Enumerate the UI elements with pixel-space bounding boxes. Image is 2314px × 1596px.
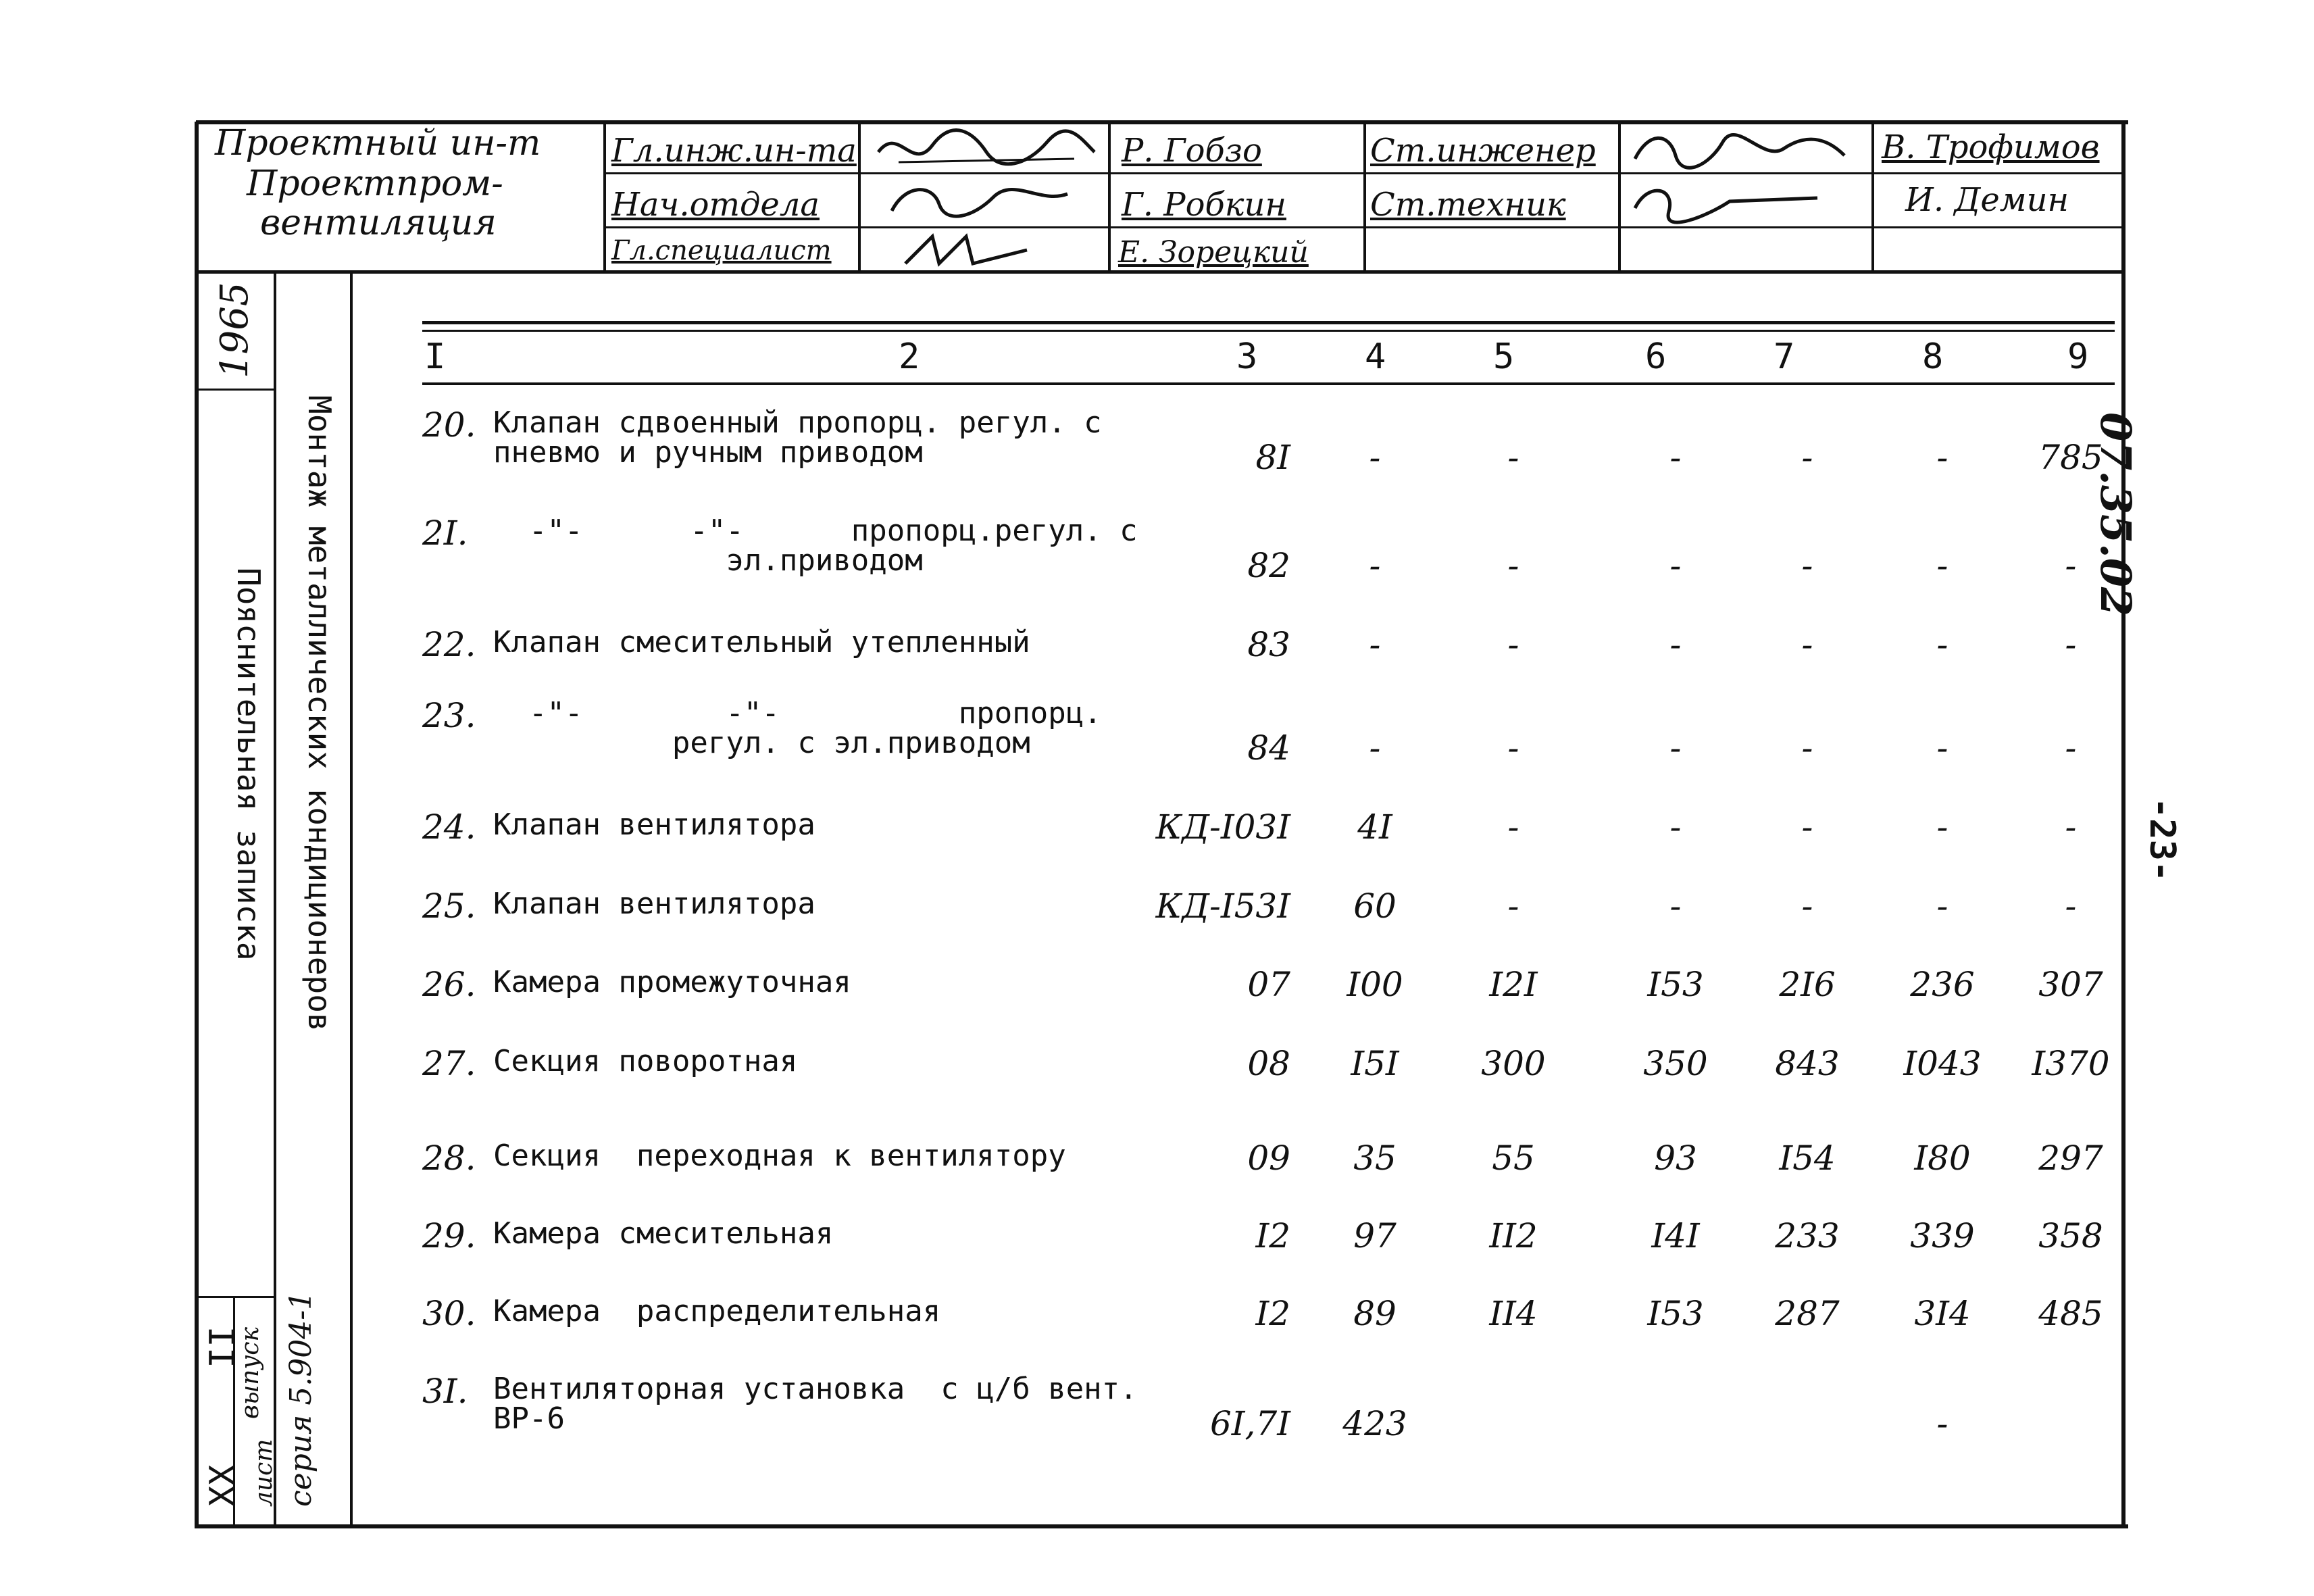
row-number: 24. (422, 807, 476, 847)
col-header-7: 7 (1774, 336, 1795, 377)
cell-col-3: 8I (1255, 438, 1290, 477)
cell-col-4: - (1369, 625, 1381, 664)
cell-col-6: - (1669, 546, 1682, 585)
col-header-6: 6 (1645, 336, 1667, 377)
cell-col-5: II2 (1489, 1216, 1538, 1255)
table-rule-header (422, 382, 2115, 385)
cell-col-8: 3I4 (1914, 1294, 1971, 1333)
titleblock-bottom (196, 270, 2125, 274)
cell-col-3: 84 (1247, 728, 1290, 768)
cell-col-4: 423 (1342, 1404, 1407, 1443)
cell-col-3: 08 (1247, 1044, 1290, 1083)
cell-col-7: - (1801, 728, 1813, 768)
cell-col-7: - (1801, 887, 1813, 926)
row-number: 3I. (422, 1372, 468, 1411)
role-dept-head: Нач.отдела (611, 186, 820, 224)
cell-col-7: I54 (1779, 1139, 1836, 1178)
cell-col-4: I5I (1351, 1044, 1399, 1083)
name-trofimov: В. Трофимов (1882, 128, 2100, 166)
row-number: 29. (422, 1216, 476, 1255)
strip-bottom-box (196, 1296, 275, 1298)
cell-col-7: 2I6 (1779, 965, 1836, 1004)
signature-2 (878, 177, 1081, 224)
row-name-line-2: ВР-6 (493, 1401, 565, 1436)
cell-col-6: - (1669, 887, 1682, 926)
org-line-1: Проектный ин-т (215, 123, 541, 164)
row-name-line-1: Камера промежуточная (493, 965, 851, 999)
role-senior-engineer: Ст.инженер (1370, 132, 1596, 170)
page-number: -23- (2142, 797, 2182, 882)
tb-col2 (858, 122, 861, 272)
cell-col-8: - (1936, 438, 1948, 477)
name-robkin: Г. Робкин (1122, 186, 1286, 224)
cell-col-9: I370 (2032, 1044, 2110, 1083)
row-name-line-1: Клапан сдвоенный пропорц. регул. с (493, 405, 1102, 440)
cell-col-4: 97 (1353, 1216, 1397, 1255)
cell-col-9: - (2065, 807, 2077, 847)
cell-col-3: 82 (1247, 546, 1290, 585)
cell-col-4: - (1369, 546, 1381, 585)
col-header-9: 9 (2067, 336, 2089, 377)
cell-col-9: - (2065, 625, 2077, 664)
issue-number: II (203, 1326, 243, 1368)
frame-right (2121, 122, 2126, 1528)
cell-col-8: I043 (1903, 1044, 1982, 1083)
issue-label: выпуск (236, 1326, 264, 1419)
cell-col-8: - (1936, 625, 1948, 664)
row-name-line-1: -"- -"- пропорц. (493, 696, 1102, 730)
cell-col-7: 233 (1775, 1216, 1840, 1255)
row-name-line-2: эл.приводом (493, 543, 923, 578)
cell-col-6: 93 (1654, 1139, 1697, 1178)
cell-col-5: - (1507, 887, 1519, 926)
tb-col5 (1618, 122, 1621, 272)
cell-col-7: - (1801, 546, 1813, 585)
tb-col1 (603, 122, 606, 272)
cell-col-5: - (1507, 546, 1519, 585)
cell-col-4: 35 (1353, 1139, 1397, 1178)
cell-col-5: 300 (1481, 1044, 1546, 1083)
table-rule-top-2 (422, 330, 2115, 332)
row-name-line-1: Секция поворотная (493, 1044, 798, 1078)
cell-col-9: - (2065, 728, 2077, 768)
row-number: 27. (422, 1044, 476, 1083)
cell-col-8: - (1936, 728, 1948, 768)
frame-bottom (195, 1524, 2128, 1528)
strip-year-box (196, 389, 275, 391)
cell-col-9: 297 (2038, 1139, 2103, 1178)
cell-col-7: - (1801, 807, 1813, 847)
row-number: 2I. (422, 514, 468, 553)
doc-title-vertical: Пояснительная записка (230, 568, 267, 961)
cell-col-3: 6I,7I (1209, 1404, 1290, 1443)
cell-col-6: - (1669, 625, 1682, 664)
tb-col3 (1108, 122, 1111, 272)
tb-col6 (1871, 122, 1874, 272)
series-vertical: серия 5.904-1 (284, 1291, 318, 1507)
table-rule-top (422, 321, 2115, 324)
cell-col-4: 60 (1353, 887, 1397, 926)
row-name-line-1: Вентиляторная установка с ц/б вент. (493, 1372, 1138, 1406)
row-number: 20. (422, 405, 476, 445)
cell-col-7: - (1801, 625, 1813, 664)
col-header-1: I (424, 336, 446, 377)
cell-col-9: 358 (2038, 1216, 2103, 1255)
cell-col-8: - (1936, 887, 1948, 926)
cell-col-8: - (1936, 1404, 1948, 1443)
cell-col-9: - (2065, 887, 2077, 926)
cell-col-5: - (1507, 728, 1519, 768)
role-chief-specialist: Гл.специалист (611, 235, 832, 266)
cell-col-9: - (2065, 546, 2077, 585)
col-header-8: 8 (1922, 336, 1944, 377)
col-header-5: 5 (1493, 336, 1515, 377)
row-name-line-1: Камера распределительная (493, 1294, 941, 1328)
tb-col4 (1363, 122, 1366, 272)
signature-5 (1628, 181, 1831, 225)
cell-col-5: 55 (1492, 1139, 1535, 1178)
col-header-2: 2 (899, 336, 920, 377)
cell-col-5: II4 (1489, 1294, 1538, 1333)
org-line-3: вентиляция (260, 203, 497, 243)
row-name-line-1: Клапан вентилятора (493, 887, 815, 921)
col-header-4: 4 (1365, 336, 1386, 377)
signature-4 (1628, 128, 1858, 172)
cell-col-5: - (1507, 438, 1519, 477)
cell-col-6: 350 (1643, 1044, 1708, 1083)
cell-col-3: 83 (1247, 625, 1290, 664)
strip-divider-2 (350, 270, 353, 1527)
cell-col-8: - (1936, 807, 1948, 847)
signature-3 (892, 230, 1061, 270)
cell-col-5: - (1507, 807, 1519, 847)
cell-col-6: I4I (1651, 1216, 1700, 1255)
cell-col-5: I2I (1489, 965, 1538, 1004)
cell-col-8: 339 (1910, 1216, 1975, 1255)
cell-col-4: - (1369, 728, 1381, 768)
sheet-number: XX (203, 1464, 243, 1507)
subject-vertical: Монтаж металлических кондиционеров (301, 395, 338, 1032)
row-number: 28. (422, 1139, 476, 1178)
cell-col-5: - (1507, 625, 1519, 664)
cell-col-8: I80 (1914, 1139, 1971, 1178)
row-name-line-1: Клапан вентилятора (493, 807, 815, 842)
row-number: 25. (422, 887, 476, 926)
cell-col-6: - (1669, 438, 1682, 477)
cell-col-3: I2 (1255, 1294, 1290, 1333)
cell-col-8: - (1936, 546, 1948, 585)
org-line-2: Проектпром- (247, 164, 503, 204)
row-name-line-1: Секция переходная к вентилятору (493, 1139, 1066, 1173)
cell-col-3: 09 (1247, 1139, 1290, 1178)
cell-col-7: - (1801, 438, 1813, 477)
cell-col-3: 07 (1247, 965, 1290, 1004)
row-name-line-1: -"- -"- пропорц.регул. с (493, 514, 1138, 548)
cell-col-3: КД-I03I (1155, 807, 1290, 847)
cell-col-6: I53 (1647, 1294, 1704, 1333)
cell-col-9: 485 (2038, 1294, 2103, 1333)
cell-col-4: 89 (1353, 1294, 1397, 1333)
row-number: 26. (422, 965, 476, 1004)
cell-col-6: - (1669, 728, 1682, 768)
row-number: 22. (422, 625, 476, 664)
name-gobzo: Р. Гобзо (1122, 132, 1262, 170)
cell-col-9: 785 (2038, 438, 2103, 477)
year: 1965 (213, 282, 257, 378)
name-demin: И. Демин (1905, 181, 2069, 219)
row-name-line-2: регул. с эл.приводом (493, 726, 1030, 760)
cell-col-6: I53 (1647, 965, 1704, 1004)
cell-col-3: КД-I53I (1155, 887, 1290, 926)
row-name-line-1: Клапан смесительный утепленный (493, 625, 1030, 659)
cell-col-3: I2 (1255, 1216, 1290, 1255)
row-name-line-2: пневмо и ручным приводом (493, 435, 923, 470)
cell-col-7: 843 (1775, 1044, 1840, 1083)
row-name-line-1: Камера смесительная (493, 1216, 834, 1251)
role-senior-technician: Ст.техник (1370, 186, 1566, 224)
cell-col-7: 287 (1775, 1294, 1840, 1333)
signature-1 (872, 125, 1101, 172)
cell-col-6: - (1669, 807, 1682, 847)
col-header-3: 3 (1236, 336, 1258, 377)
frame-left (195, 122, 199, 1528)
cell-col-4: - (1369, 438, 1381, 477)
row-number: 30. (422, 1294, 476, 1333)
cell-col-9: 307 (2038, 965, 2103, 1004)
row-number: 23. (422, 696, 476, 735)
document-code: 07.35.02 (2091, 412, 2140, 617)
sheet-label: лист (250, 1439, 278, 1507)
cell-col-8: 236 (1910, 965, 1975, 1004)
name-zoretsky: Е. Зорецкий (1118, 235, 1309, 270)
strip-divider-1 (274, 270, 276, 1527)
cell-col-4: I00 (1347, 965, 1403, 1004)
role-chief-engineer: Гл.инж.ин-та (611, 132, 857, 170)
cell-col-4: 4I (1357, 807, 1392, 847)
